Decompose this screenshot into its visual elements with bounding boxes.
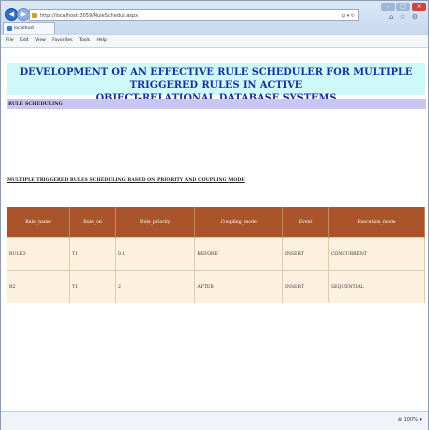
cell-rule-name: R2 — [7, 271, 70, 304]
menu-bar — [1, 35, 428, 48]
table-header-row — [7, 207, 425, 238]
back-icon[interactable]: ◀ — [5, 8, 18, 21]
column-header-rule-on: Rule_on — [70, 207, 116, 238]
browser-titlebar — [1, 1, 428, 35]
cell-coupling-mode: BEFORE — [195, 238, 283, 271]
table-row — [7, 238, 425, 271]
cell-rule-priority: 0.1 — [116, 238, 195, 271]
menu-help[interactable]: Help — [96, 38, 107, 43]
cell-rule-priority: 2 — [116, 271, 195, 304]
maximize-icon[interactable]: □ — [396, 3, 410, 11]
cell-rule-name: RULE3 — [7, 238, 70, 271]
search-refresh-icon[interactable]: ρ ▾ ↻ — [341, 13, 355, 19]
home-icon[interactable]: ⌂ — [388, 13, 400, 21]
page-title-line1: DEVELOPMENT OF AN EFFECTIVE RULE SCHEDULER FOR MULTIPLE TRIGGERED RULES IN ACTIVE — [19, 67, 413, 91]
table-row — [7, 271, 425, 304]
toolbar-icons[interactable] — [389, 13, 424, 21]
page-icon — [32, 13, 37, 18]
rules-table — [7, 207, 425, 303]
cell-coupling-mode: AFTER — [195, 271, 283, 304]
cell-execution-mode: CONCURRENT — [328, 238, 424, 271]
chevron-down-icon: ▾ — [419, 417, 422, 423]
close-icon[interactable]: × — [412, 3, 426, 11]
status-bar — [1, 411, 428, 430]
address-bar[interactable] — [29, 9, 359, 21]
column-header-rule-name: Rule_name — [7, 207, 70, 238]
section-header: RULE SCHEDULING — [7, 99, 426, 109]
page-title — [7, 63, 425, 95]
menu-tools[interactable]: Tools — [79, 38, 91, 43]
page-content — [1, 48, 428, 411]
cell-execution-mode: SEQUENTIAL — [328, 271, 424, 304]
settings-icon[interactable]: ⚙ — [411, 13, 424, 21]
menu-edit[interactable]: Edit — [19, 38, 29, 43]
column-header-coupling-mode: Coupling_mode — [195, 207, 283, 238]
favorites-icon[interactable]: ☆ — [399, 13, 412, 21]
column-header-execution-mode: Execution_mode — [328, 207, 424, 238]
table-subheading: MULTIPLE TRIGGERED RULES SCHEDULING BASED ON PRIORITY AND COUPLING MODE — [7, 178, 245, 183]
menu-file[interactable]: File — [6, 38, 14, 43]
tab-favicon-icon — [7, 26, 12, 31]
cell-rule-on: T1 — [70, 238, 116, 271]
tab-title: localhost — [14, 26, 35, 31]
browser-tab[interactable] — [3, 22, 55, 34]
zoom-icon: ⊕ — [397, 417, 402, 423]
cell-event: INSERT — [283, 271, 329, 304]
zoom-control[interactable] — [398, 417, 422, 423]
menu-view[interactable]: View — [35, 38, 46, 43]
zoom-level: 100% — [403, 417, 418, 423]
cell-rule-on: T1 — [70, 271, 116, 304]
address-text: http://localhost:3059/RuleSchedul.aspx — [40, 13, 139, 19]
forward-icon[interactable]: ▶ — [17, 8, 30, 21]
cell-event: INSERT — [283, 238, 329, 271]
minimize-icon[interactable]: – — [381, 3, 395, 11]
column-header-event: Event — [283, 207, 329, 238]
column-header-rule-priority: Rule_priority — [116, 207, 195, 238]
menu-favorites[interactable]: Favorites — [52, 38, 73, 43]
